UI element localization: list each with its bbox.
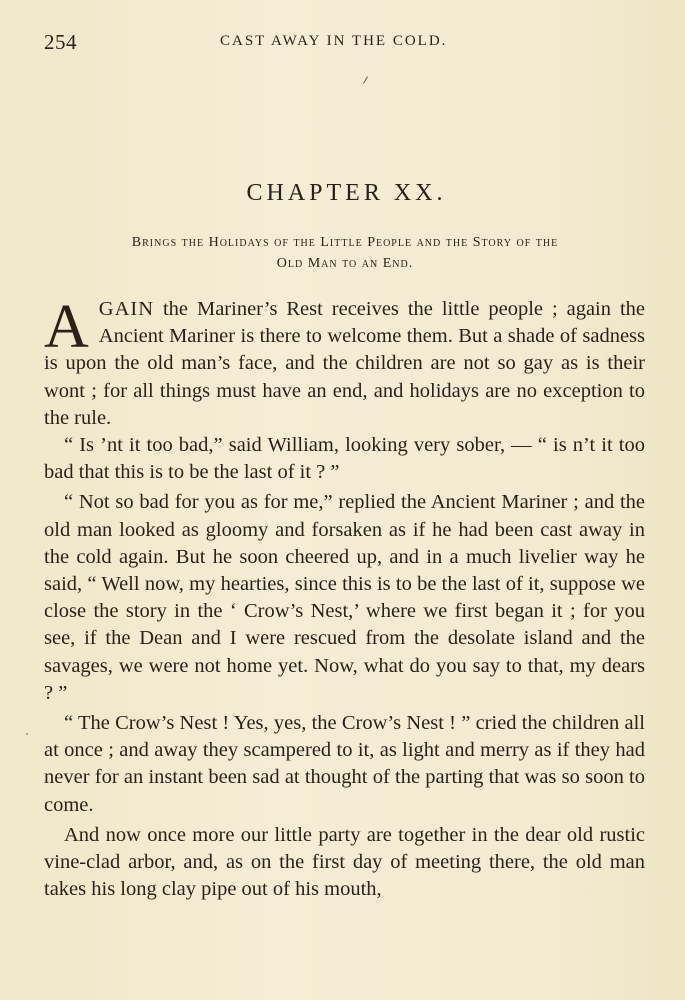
print-mark	[363, 76, 368, 83]
paragraph-1	[44, 293, 645, 432]
paragraph-4: “ The Crow’s Nest ! Yes, yes, the Crow’s Nest ! ” cried the children all at once ; and away they scampered to it, as light and merry as if they had never for an instant been sad at thought of the parting that was so soon to come.	[44, 712, 645, 816]
margin-speck	[26, 733, 28, 735]
page-number: 254	[44, 30, 77, 54]
running-title: CAST AWAY IN THE COLD.	[220, 33, 448, 49]
paragraph-1-text: the Mariner’s Rest receives the little people ; again the Ancient Mariner is there to welcome them. But a shade of sadness is upon the old man’s face, and the children are not so gay as is their wont ; for all things must have an end, and holidays are no exception to the rule.	[44, 298, 645, 429]
chapter-subtitle-line-1: Brings the Holidays of the Little People and the Story of the	[131, 235, 559, 250]
first-word: GAIN	[98, 298, 155, 320]
body-text	[44, 293, 645, 903]
paragraph-3: “ Not so bad for you as for me,” replied the Ancient Mariner ; and the old man looked as gloomy and forsaken as if he had been cast away in the cold again. But he soon cheered up, and in a much livelier way he said, “ Well now, my hearties, since this is to be the last of it, suppose we close the story in the ‘ Crow’s Nest,’ where we first began it ; for you see, if the Dean and I were rescued from the desolate island and the savages, we were not home yet. Now, what do you say to that, my dears ? ”	[44, 491, 645, 704]
chapter-subtitle-line-2: Old Man to an End.	[276, 256, 414, 271]
running-head	[44, 30, 644, 54]
chapter-subtitle	[44, 232, 646, 274]
drop-cap: A	[44, 293, 89, 361]
paragraph-5: And now once more our little party are together in the dear old rustic vine-clad arbor, and, as on the first day of meeting there, the old man takes his long clay pipe out of his mouth,	[44, 823, 645, 901]
chapter-title: CHAPTER XX.	[246, 180, 447, 206]
paragraph-2: “ Is ’nt it too bad,” said William, looking very sober, — “ is n’t it too bad that this is to be the last of it ? ”	[44, 434, 645, 484]
